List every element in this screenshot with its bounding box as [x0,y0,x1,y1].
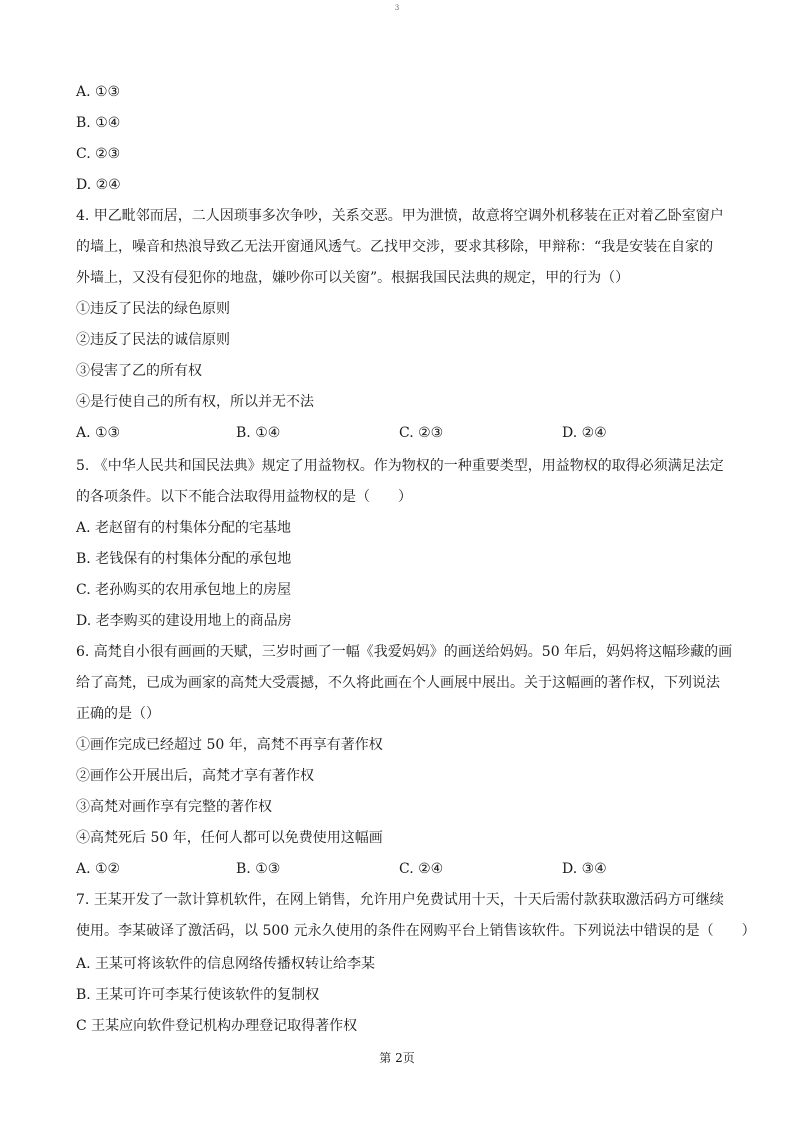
q4-option-c: C. ②③ [399,425,444,441]
page-top-mark: 3 [394,4,400,12]
q4-option-b: B. ①④ [236,425,281,441]
q6-statement-2: ②画作公开展出后，高梵才享有著作权 [76,768,314,784]
q6-option-b: B. ①③ [236,861,281,877]
q7-option-c: C 王某应向软件登记机构办理登记取得著作权 [76,1018,358,1034]
q3-option-d: D. ②④ [76,177,121,193]
q4-option-d: D. ②④ [562,425,607,441]
q6-statement-1: ①画作完成已经超过 50 年，高梵不再享有著作权 [76,737,383,753]
q7-option-a: A. 王某可将该软件的信息网络传播权转让给李某 [76,956,376,972]
q4-stem-line-1: 4. 甲乙毗邻而居，二人因琐事多次争吵，关系交恶。甲为泄愤，故意将空调外机移装在正对着乙卧室窗户 [76,208,724,224]
q3-option-a: A. ①③ [76,84,121,100]
q7-stem-line-1: 7. 王某开发了一款计算机软件，在网上销售，允许用户免费试用十天，十天后需付款获取激活码方可继续 [76,892,724,908]
q5-option-a: A. 老赵留有的村集体分配的宅基地 [76,520,292,536]
q7-stem-line-2: 使用。李某破译了激活码，以 500 元永久使用的条件在网购平台上销售该软件。下列说法中错误的是（ ） [76,923,756,939]
q6-option-c: C. ②④ [399,861,444,877]
q6-stem-line-1: 6. 高梵自小很有画画的天赋，三岁时画了一幅《我爱妈妈》的画送给妈妈。50 年后，妈妈将这幅珍藏的画 [76,644,733,660]
q4-stem-line-2: 的墙上，噪音和热浪导致乙无法开窗通风透气。乙找甲交涉，要求其移除，甲辩称：“我是安装在自家的 [76,239,714,255]
q5-stem-line-1: 5. 《中华人民共和国民法典》规定了用益物权。作为物权的一种重要类型，用益物权的取得必须满足法定 [76,458,724,474]
q6-option-d: D. ③④ [562,861,607,877]
q4-stem-line-3: 外墙上，又没有侵犯你的地盘，嫌吵你可以关窗”。根据我国民法典的规定，甲的行为（） [76,270,630,286]
q4-statement-1: ①违反了民法的绿色原则 [76,301,230,317]
q6-statement-4: ④高梵死后 50 年，任何人都可以免费使用这幅画 [76,830,383,846]
q6-options-row [76,859,716,879]
q4-statement-3: ③侵害了乙的所有权 [76,363,202,379]
q4-option-a: A. ①③ [76,425,121,441]
q4-statement-2: ②违反了民法的诚信原则 [76,332,230,348]
q6-stem-line-2: 给了高梵，已成为画家的高梵大受震撼，不久将此画在个人画展中展出。关于这幅画的著作权，下列说法 [76,675,720,691]
q5-option-c: C. 老孙购买的农用承包地上的房屋 [76,582,292,598]
q5-option-b: B. 老钱保有的村集体分配的承包地 [76,551,292,567]
q3-option-c: C. ②③ [76,146,121,162]
page-number: 第 2页 [379,1051,415,1065]
q5-stem-line-2: 的各项条件。以下不能合法取得用益物权的是（ ） [76,489,412,505]
q6-option-a: A. ①② [76,861,121,877]
q3-option-b: B. ①④ [76,115,121,131]
q4-options-row [76,423,716,443]
q6-statement-3: ③高梵对画作享有完整的著作权 [76,799,272,815]
q5-option-d: D. 老李购买的建设用地上的商品房 [76,613,292,629]
q4-statement-4: ④是行使自己的所有权，所以并无不法 [76,394,314,410]
q6-stem-line-3: 正确的是（） [76,706,160,722]
q7-option-b: B. 王某可许可李某行使该软件的复制权 [76,987,320,1003]
